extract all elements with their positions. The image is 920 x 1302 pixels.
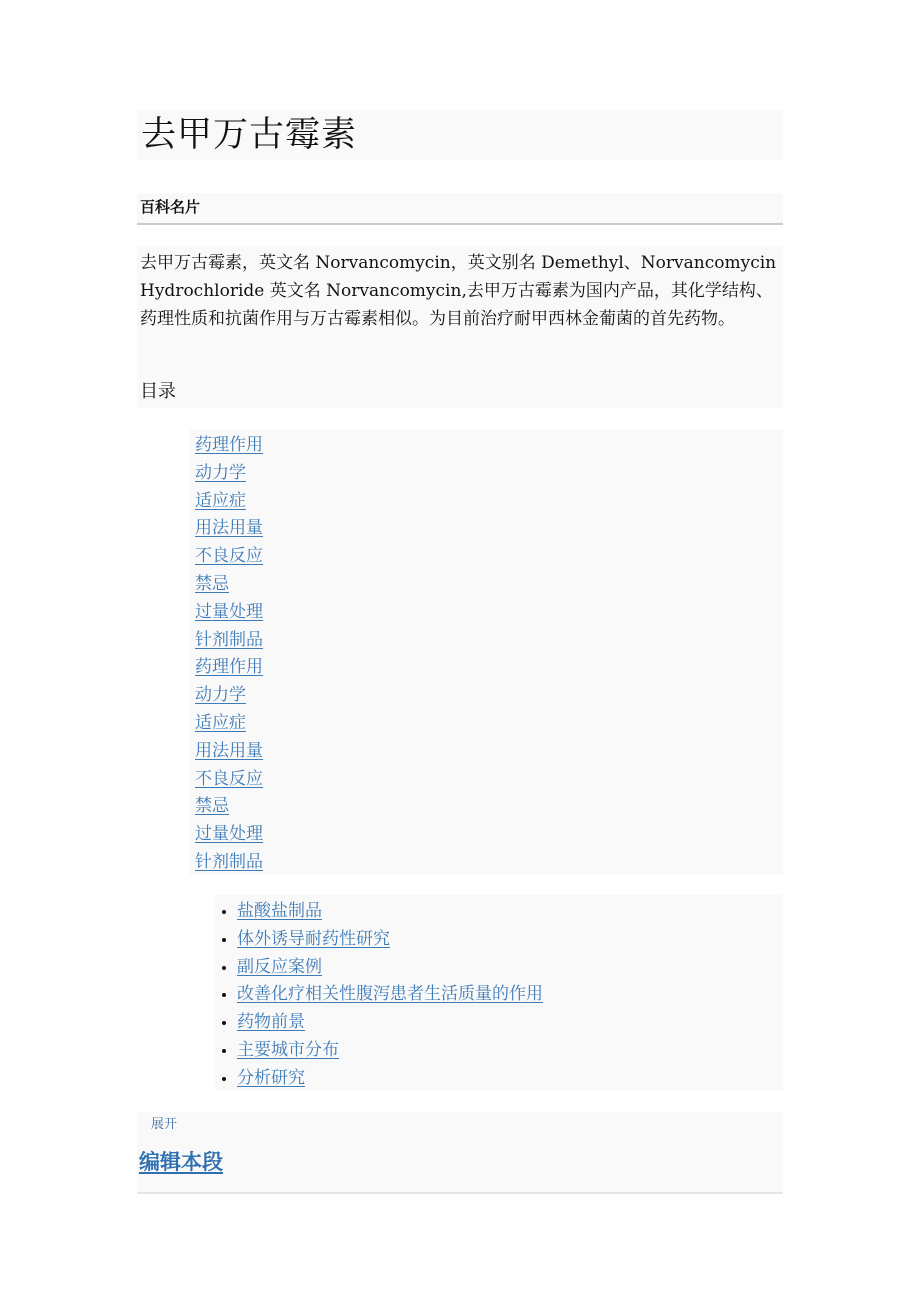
subtoc-link-hydrochloride-products[interactable]: 盐酸盐制品: [237, 901, 322, 921]
toc-item: [195, 627, 783, 655]
toc-link-pharmacology[interactable]: 药理作用: [195, 435, 263, 455]
toc-link-kinetics[interactable]: 动力学: [195, 462, 246, 483]
toc-link-pharmacology[interactable]: 药理作用: [195, 657, 263, 678]
toc-link-adverse-reactions[interactable]: 不良反应: [195, 768, 263, 789]
toc-item: [195, 793, 783, 821]
toc-item: [195, 599, 783, 627]
intro-block: [137, 246, 783, 408]
subtoc-item: [237, 1037, 783, 1065]
toc-item: [195, 710, 783, 738]
subtoc-item: [237, 981, 783, 1009]
toc-item: [195, 654, 783, 682]
toc-link-adverse-reactions[interactable]: 不良反应: [195, 546, 263, 567]
toc-item: [195, 571, 783, 599]
subtoc-link-side-effect-cases[interactable]: 副反应案例: [237, 956, 322, 977]
subtoc-list: [215, 895, 783, 1093]
toc-item: [195, 460, 783, 488]
toc-link-dosage[interactable]: 用法用量: [195, 518, 263, 539]
toc-item: [195, 488, 783, 516]
encyclopedia-card-header: [137, 193, 783, 225]
toc-link-dosage[interactable]: 用法用量: [195, 740, 263, 761]
toc-link-overdose[interactable]: 过量处理: [195, 824, 263, 845]
toc-item: [195, 682, 783, 710]
toc-item: [195, 515, 783, 543]
subtoc-item: [237, 1009, 783, 1037]
subtoc-item: [237, 954, 783, 982]
toc-link-kinetics[interactable]: 动力学: [195, 685, 246, 706]
subtoc-link-analysis-research[interactable]: 分析研究: [237, 1067, 305, 1088]
toc-link-contraindications[interactable]: 禁忌: [195, 573, 229, 594]
section-footer: [137, 1112, 783, 1194]
table-of-contents: [190, 429, 783, 875]
subtoc-link-resistance-study[interactable]: 体外诱导耐药性研究: [237, 928, 390, 949]
page-title: 去甲万古霉素: [141, 115, 358, 155]
expand-button[interactable]: 展开: [151, 1117, 178, 1132]
toc-link-injection-products[interactable]: 针剂制品: [195, 629, 263, 650]
toc-item: [195, 738, 783, 766]
title-block: [137, 110, 783, 160]
intro-paragraph: 去甲万古霉素，英文名 Norvancomycin，英文别名 Demethyl、NorvancomycinHydrochloride 英文名 Norvancomycin,去甲万古霉素为国内产品，其化学结构、药理性质和抗菌作用与万古霉素相似。为目前治疗耐甲西林金葡菌的首先药物。: [140, 253, 777, 329]
subtoc-link-city-distribution[interactable]: 主要城市分布: [237, 1039, 339, 1060]
toc-link-overdose[interactable]: 过量处理: [195, 601, 263, 622]
toc-item: [195, 849, 783, 877]
toc-label: 目录: [140, 381, 176, 402]
toc-item: [195, 543, 783, 571]
toc-list: [190, 429, 783, 877]
toc-link-contraindications[interactable]: 禁忌: [195, 796, 229, 817]
toc-item: [195, 766, 783, 794]
subtoc-link-diarrhea-quality-of-life[interactable]: 改善化疗相关性腹泻患者生活质量的作用: [237, 984, 543, 1005]
toc-item: [195, 821, 783, 849]
subtoc-item: [237, 926, 783, 954]
subtoc-link-drug-prospects[interactable]: 药物前景: [237, 1012, 305, 1033]
toc-item: [195, 432, 783, 460]
edit-section-link[interactable]: 编辑本段: [139, 1150, 223, 1174]
toc-link-indications[interactable]: 适应症: [195, 490, 246, 511]
toc-link-indications[interactable]: 适应症: [195, 712, 246, 733]
sub-table-of-contents: [215, 895, 783, 1091]
subtoc-item: [237, 1065, 783, 1093]
subtoc-item: [237, 898, 783, 926]
toc-link-injection-products[interactable]: 针剂制品: [195, 851, 263, 872]
card-heading: 百科名片: [140, 198, 201, 216]
